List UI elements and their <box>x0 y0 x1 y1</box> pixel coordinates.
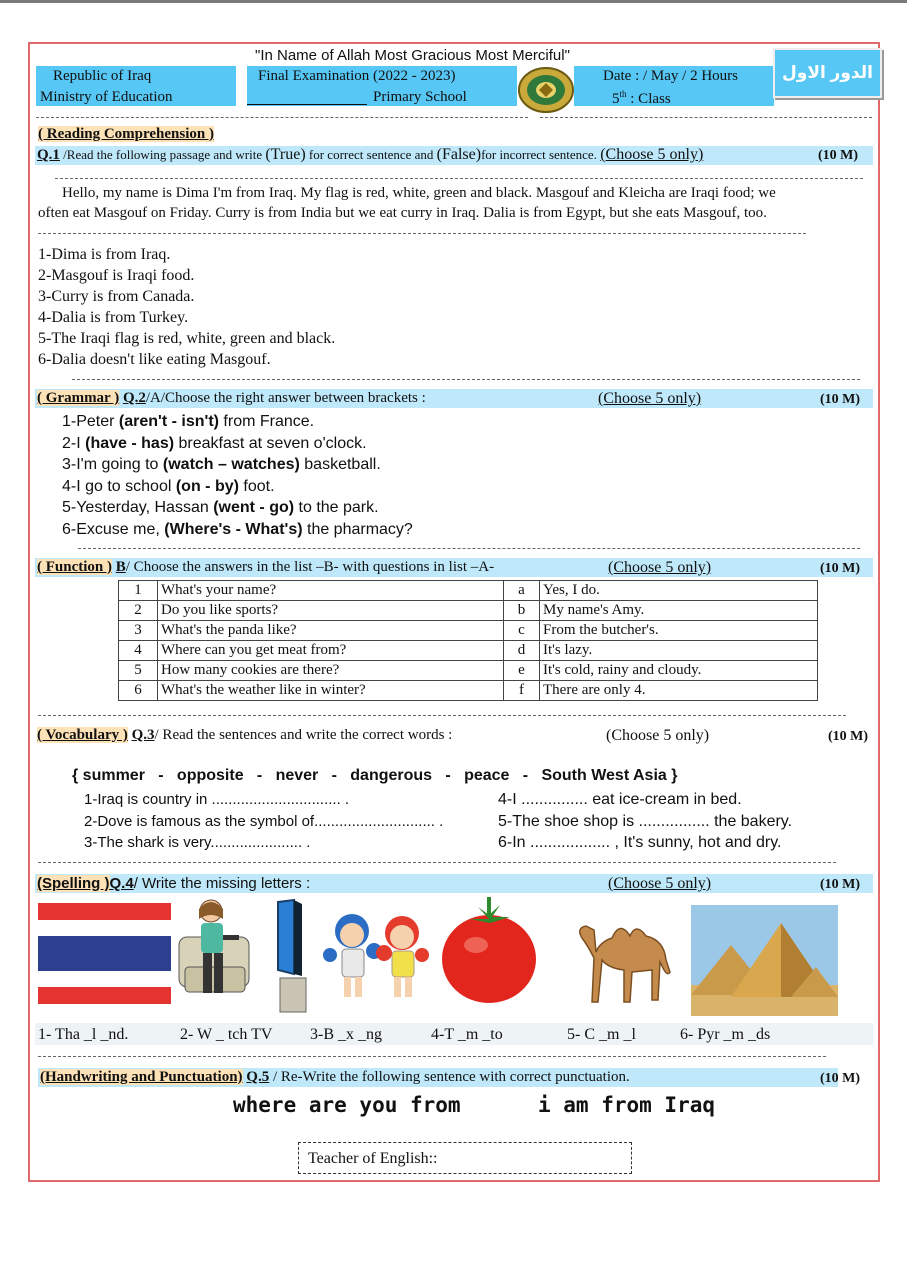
tv-icon <box>274 898 310 1016</box>
q3-items-left <box>84 789 443 854</box>
function-marks: (10 M) <box>820 561 861 576</box>
q4-marks: (10 M) <box>820 877 861 892</box>
teacher-label: Teacher of English:: <box>308 1150 438 1167</box>
q1-item: 1-Dima is from Iraq. <box>38 246 171 263</box>
q1-item: 3-Curry is from Canada. <box>38 288 195 305</box>
header-divider-right <box>540 117 872 118</box>
table-row: 3 What's the panda like? c From the butcher's. <box>119 621 818 641</box>
function-choose: (Choose 5 only) <box>608 559 712 576</box>
q3-divider <box>38 862 836 863</box>
spelling-item: 4-T _m _to <box>431 1026 503 1043</box>
class-info: 5th : Class <box>612 89 671 107</box>
q2-item: 2-I (have - has) breakfast at seven o'clock. <box>62 434 367 452</box>
q2-item: 5-Yesterday, Hassan (went - go) to the park. <box>62 499 379 517</box>
passage-line-2: often eat Masgouf on Friday. Curry is from India but we eat curry in Iraq. Dalia is from Egypt, but she eats Masgouf, too. <box>38 205 767 221</box>
q2-item: 4-I go to school (on - by) foot. <box>62 477 275 495</box>
q1-marks: (10 M) <box>818 148 859 163</box>
country: Republic of Iraq <box>53 68 152 84</box>
matching-table <box>118 580 818 701</box>
q2-item: 3-I'm going to (watch – watches) basketball. <box>62 456 381 474</box>
function-instruction: ( Function ) B/ Choose the answers in the list –B- with questions in list –A- <box>37 559 495 575</box>
q3-items-right <box>498 789 792 854</box>
passage-bottom-line <box>38 233 806 234</box>
spelling-item: 3-B _x _ng <box>310 1026 382 1043</box>
q4-instruction: (Spelling )Q.4/ Write the missing letters : <box>37 875 311 892</box>
pyramids-icon <box>691 905 838 1016</box>
school-type: Primary School <box>373 89 467 105</box>
q3-choose: (Choose 5 only) <box>606 727 710 744</box>
table-row: 5 How many cookies are there? e It's cold, rainy and cloudy. <box>119 661 818 681</box>
q3-item: 2-Dove is famous as the symbol of............................. . <box>84 812 444 830</box>
q5-instruction: (Handwriting and Punctuation) Q.5 / Re-Write the following sentence with correct punctuation. <box>40 1069 630 1085</box>
exam-date: Date : / May / 2 Hours <box>603 68 738 84</box>
q2-items <box>62 411 413 541</box>
thailand-flag-icon <box>38 903 171 1004</box>
woman-watching-tv-icon <box>173 897 268 1005</box>
q2-instruction: ( Grammar ) Q.2/A/Choose the right answer between brackets : <box>37 390 426 406</box>
q3-item: 5-The shoe shop is ................ the bakery. <box>498 812 793 830</box>
tomato-icon <box>440 895 538 1007</box>
passage-top-line <box>55 178 863 179</box>
function-divider <box>38 715 846 716</box>
header-divider-left <box>36 117 528 118</box>
top-border-line <box>0 0 907 3</box>
spelling-item: 2- W _ tch TV <box>180 1026 273 1043</box>
q3-instruction: ( Vocabulary ) Q.3/ Read the sentences and write the correct words : <box>37 727 453 743</box>
q1-item: 2-Masgouf is Iraqi food. <box>38 267 195 284</box>
q5-marks: (10 M) <box>820 1071 861 1086</box>
table-row: 2 Do you like sports? b My name's Amy. <box>119 601 818 621</box>
q3-item: 4-I ............... eat ice-cream in bed. <box>498 791 742 808</box>
q2-choose: (Choose 5 only) <box>598 390 702 407</box>
table-row: 1 What's your name? a Yes, I do. <box>119 581 818 601</box>
q1-item: 5-The Iraqi flag is red, white, green and black. <box>38 330 336 347</box>
camel-icon <box>572 912 684 1007</box>
q5-sentence-part-2: i am from Iraq <box>538 1093 716 1117</box>
q1-divider <box>72 379 860 380</box>
spelling-item: 6- Pyr _m _ds <box>680 1026 771 1043</box>
word-bank: { summer - opposite - never - dangerous - peace - South West Asia } <box>72 767 678 784</box>
q2-divider <box>78 548 860 549</box>
q1-item: 4-Dalia is from Turkey. <box>38 309 189 326</box>
q3-item: 6-In .................. , It's sunny, hot and dry. <box>498 834 782 851</box>
boxing-kids-icon <box>322 903 430 1002</box>
q3-item: 1-Iraq is country in ............................... . <box>84 791 350 808</box>
q1-instruction: Q.1 /Read the following passage and write (True) for correct sentence and (False)for incorrect sentence. (Choose 5 only) <box>37 146 704 163</box>
section-reading: ( Reading Comprehension ) <box>38 126 214 142</box>
ministry: Ministry of Education <box>40 89 173 105</box>
name-line <box>247 104 367 105</box>
spelling-item: 5- C _m _l <box>567 1026 636 1043</box>
ministry-emblem-icon <box>517 66 575 114</box>
basmala: "In Name of Allah Most Gracious Most Merciful" <box>255 47 570 64</box>
q1-items <box>38 244 335 370</box>
q3-item: 3-The shark is very...................... . <box>84 834 311 851</box>
round-text: الدور الاول <box>782 63 873 82</box>
q5-sentence-part-1: where are you from <box>233 1093 461 1117</box>
q2-item: 1-Peter (aren't - isn't) from France. <box>62 413 315 430</box>
q4-choose: (Choose 5 only) <box>608 875 712 892</box>
q2-item: 6-Excuse me, (Where's - What's) the pharmacy? <box>62 520 413 538</box>
q4-divider <box>38 1056 826 1057</box>
exam-title: Final Examination (2022 - 2023) <box>258 68 456 84</box>
q3-marks: (10 M) <box>828 729 869 744</box>
table-row: 6 What's the weather like in winter? f There are only 4. <box>119 681 818 701</box>
table-row: 4 Where can you get meat from? d It's lazy. <box>119 641 818 661</box>
q2-marks: (10 M) <box>820 392 861 407</box>
q1-item: 6-Dalia doesn't like eating Masgouf. <box>38 351 271 368</box>
passage-line-1: Hello, my name is Dima I'm from Iraq. My flag is red, white, green and black. Masgouf and Kleicha are Iraqi food; we <box>62 185 776 201</box>
spelling-item: 1- Tha _l _nd. <box>38 1026 129 1043</box>
round-badge <box>773 48 882 98</box>
